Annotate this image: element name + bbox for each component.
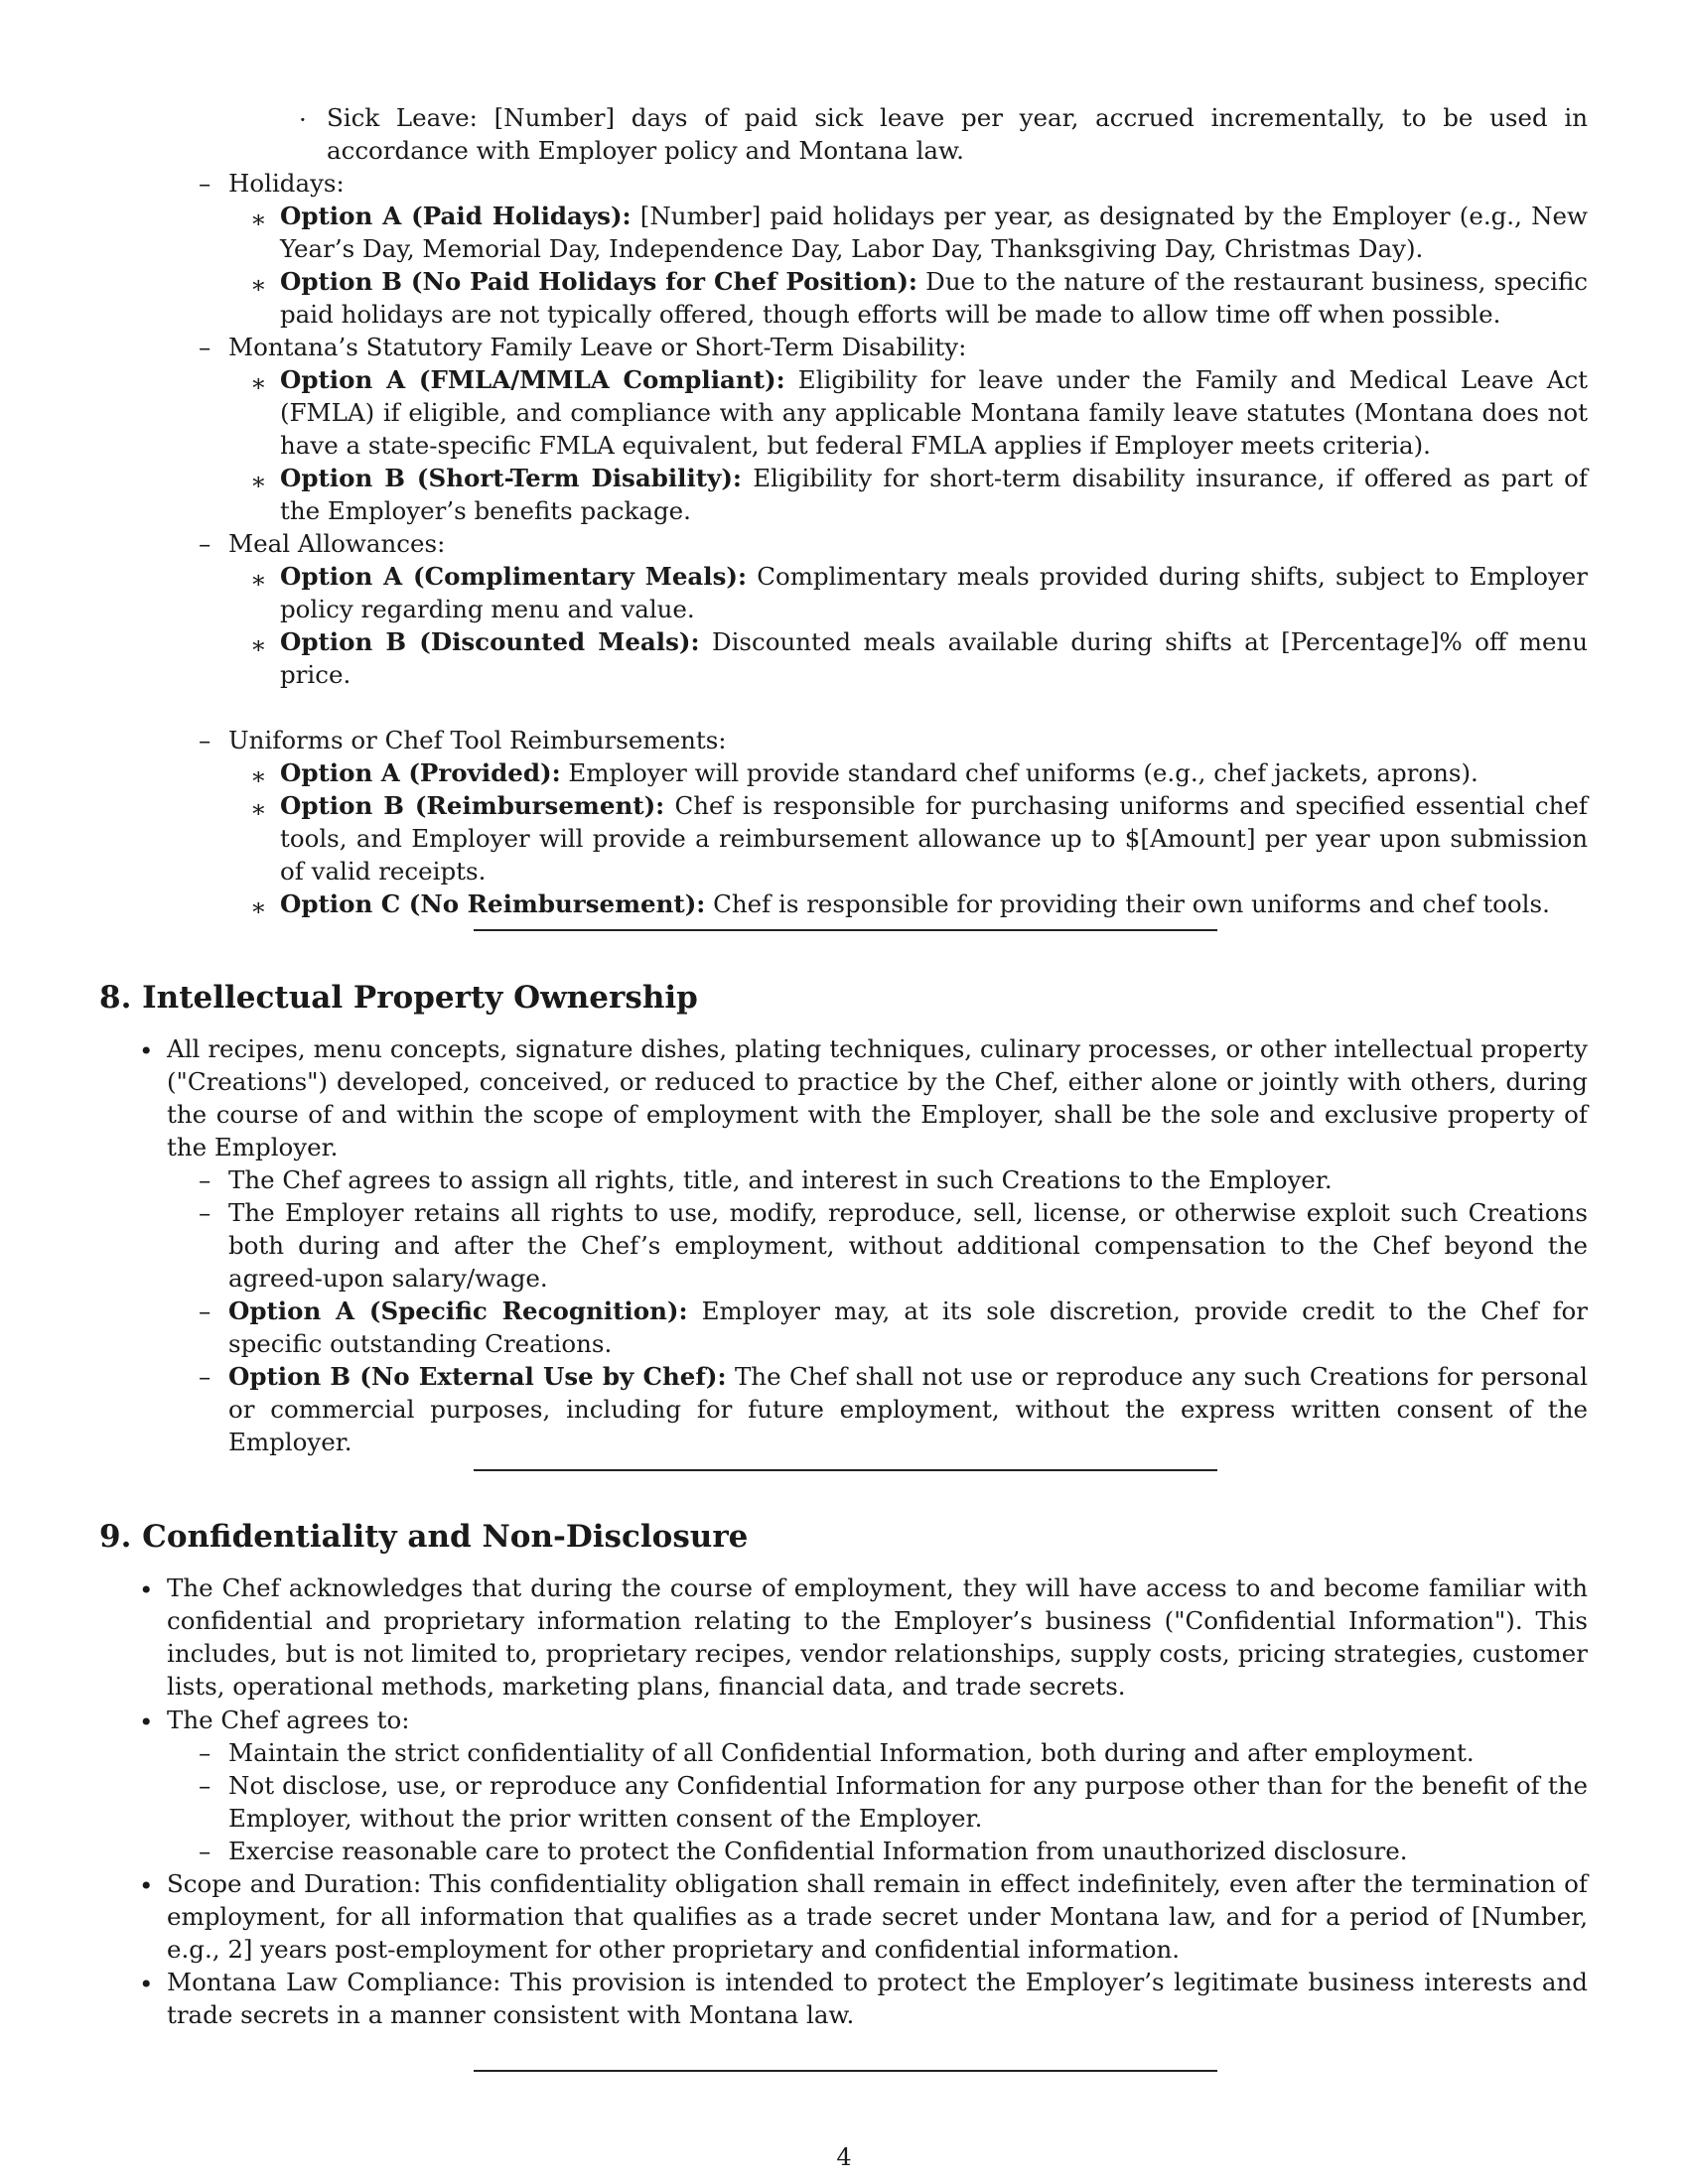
chef-agrees-label: The Chef agrees to: [167,1706,410,1734]
ip-assign-item: The Chef agrees to assign all rights, title, and interest in such Creations to the Employer. [228,1165,1333,1194]
section-divider [474,929,1217,931]
bullet-dash: – [199,1165,211,1194]
ip-option-b: Option B (No External Use by Chef): The Chef shall not use or reproduce any such Creations for personal or commercial purposes, including for future employment, without the express written consent of the Employer. [228,1362,1588,1456]
ip-retains-item: The Employer retains all rights to use, modify, reproduce, sell, license, or otherwise exploit such Creations both during and after the Chef’s employment, without additional compensation to the Chef beyond the agreed-upon salary/wage. [228,1198,1588,1293]
agree-item-1: Maintain the strict confidentiality of all Confidential Information, both during and after employment. [228,1738,1475,1767]
meal-option-b: Option B (Discounted Meals): Discounted meals available during shifts at [Percentage]% off menu price. [280,627,1589,689]
bullet-asterisk: ∗ [250,892,267,921]
bullet-asterisk: ∗ [250,270,267,299]
montana-law-item: Montana Law Compliance: This provision is intended to protect the Employer’s legitimate business interests and trade secrets in a manner consistent with Montana law. [167,1968,1588,2029]
bullet-dot: • [139,1575,154,1604]
bullet-dash: – [199,1362,211,1391]
bullet-dash: – [199,1738,211,1767]
agree-item-3: Exercise reasonable care to protect the Confidential Information from unauthorized disclosure. [228,1837,1408,1865]
bullet-dash: – [199,333,211,361]
bullet-dash: – [199,1297,211,1325]
section-8-heading: 8. Intellectual Property Ownership [99,980,698,1016]
holidays-label: Holidays: [228,169,345,198]
family-option-b: Option B (Short-Term Disability): Eligibility for short-term disability insurance, if offered as part of the Employer’s benefits package. [280,464,1588,525]
bullet-dot: • [139,1036,154,1065]
bullet-dash: – [199,169,211,198]
section-9-heading: 9. Confidentiality and Non-Disclosure [99,1519,749,1555]
section-divider [474,1469,1217,1471]
bullet-asterisk: ∗ [250,368,267,397]
meal-option-a: Option A (Complimentary Meals): Complimentary meals provided during shifts, subject to Employer policy regarding menu and value. [280,562,1589,623]
bullet-asterisk: ∗ [250,467,267,495]
meal-allowances-label: Meal Allowances: [228,529,446,558]
scope-duration-item: Scope and Duration: This confidentiality obligation shall remain in effect indefinitely, even after the termination of employment, for all information that qualifies as a trade secret under Montana law, and for a period of [Number, e.g., 2] years post-employment for other proprietary and confidential information. [167,1869,1588,1964]
sick-leave-item: Sick Leave: [Number] days of paid sick leave per year, accrued incrementally, to be used in accordance with Employer policy and Montana law. [327,103,1588,165]
bullet-dot: • [139,1970,154,1998]
bullet-asterisk: ∗ [250,565,267,594]
bullet-dash: – [199,726,211,754]
holidays-option-a: Option A (Paid Holidays): [Number] paid holidays per year, as designated by the Employer (e.g., New Year’s Day, Memorial Day, Independence Day, Labor Day, Thanksgiving Day, Christmas Day). [280,202,1588,263]
section-8-intro: All recipes, menu concepts, signature dishes, plating techniques, culinary processes, or other intellectual property ("Creations") developed, conceived, or reduced to practice by the Chef, either alone or jointly with others, during the course of and within the scope of employment with the Employer, shall be the sole and exclusive property of the Employer. [167,1034,1588,1161]
bullet-asterisk: ∗ [250,630,267,659]
uniform-option-c: Option C (No Reimbursement): Chef is responsible for providing their own uniforms and chef tools. [280,889,1550,918]
bullet-asterisk: ∗ [250,794,267,823]
bullet-dash: – [199,1837,211,1865]
section-9-intro: The Chef acknowledges that during the course of employment, they will have access to and become familiar with confidential and proprietary information relating to the Employer’s business ("Confidential Information"). This includes, but is not limited to, proprietary recipes, vendor relationships, supply costs, pricing strategies, customer lists, operational methods, marketing plans, financial data, and trade secrets. [167,1573,1588,1701]
family-leave-label: Montana’s Statutory Family Leave or Short-Term Disability: [228,333,967,361]
agree-item-2: Not disclose, use, or reproduce any Confidential Information for any purpose other than for the benefit of the Employer, without the prior written consent of the Employer. [228,1771,1588,1833]
bullet-asterisk: ∗ [250,205,267,233]
uniforms-label: Uniforms or Chef Tool Reimbursements: [228,726,727,754]
page-number: 4 [836,2143,852,2171]
bullet-dot: · [299,105,307,134]
bullet-asterisk: ∗ [250,761,267,790]
bullet-dash: – [199,1771,211,1800]
bullet-dash: – [199,529,211,558]
holidays-option-b: Option B (No Paid Holidays for Chef Position): Due to the nature of the restaurant business, specific paid holidays are not typically offered, though efforts will be made to allow time off when possible. [280,267,1589,329]
uniform-option-a: Option A (Provided): Employer will provide standard chef uniforms (e.g., chef jackets, aprons). [280,758,1478,787]
bullet-dash: – [199,1198,211,1227]
bullet-dot: • [139,1707,154,1736]
section-divider [474,2070,1217,2072]
uniform-option-b: Option B (Reimbursement): Chef is responsible for purchasing uniforms and specified essential chef tools, and Employer will provide a reimbursement allowance up to $[Amount] per year upon submission of valid receipts. [280,791,1588,886]
bullet-dot: • [139,1871,154,1900]
family-option-a: Option A (FMLA/MMLA Compliant): Eligibility for leave under the Family and Medical Leave Act (FMLA) if eligible, and compliance with any applicable Montana family leave statutes (Montana does not have a state-specific FMLA equivalent, but federal FMLA applies if Employer meets criteria). [280,365,1589,460]
ip-option-a: Option A (Specific Recognition): Employer may, at its sole discretion, provide credit to the Chef for specific outstanding Creations. [228,1297,1588,1358]
